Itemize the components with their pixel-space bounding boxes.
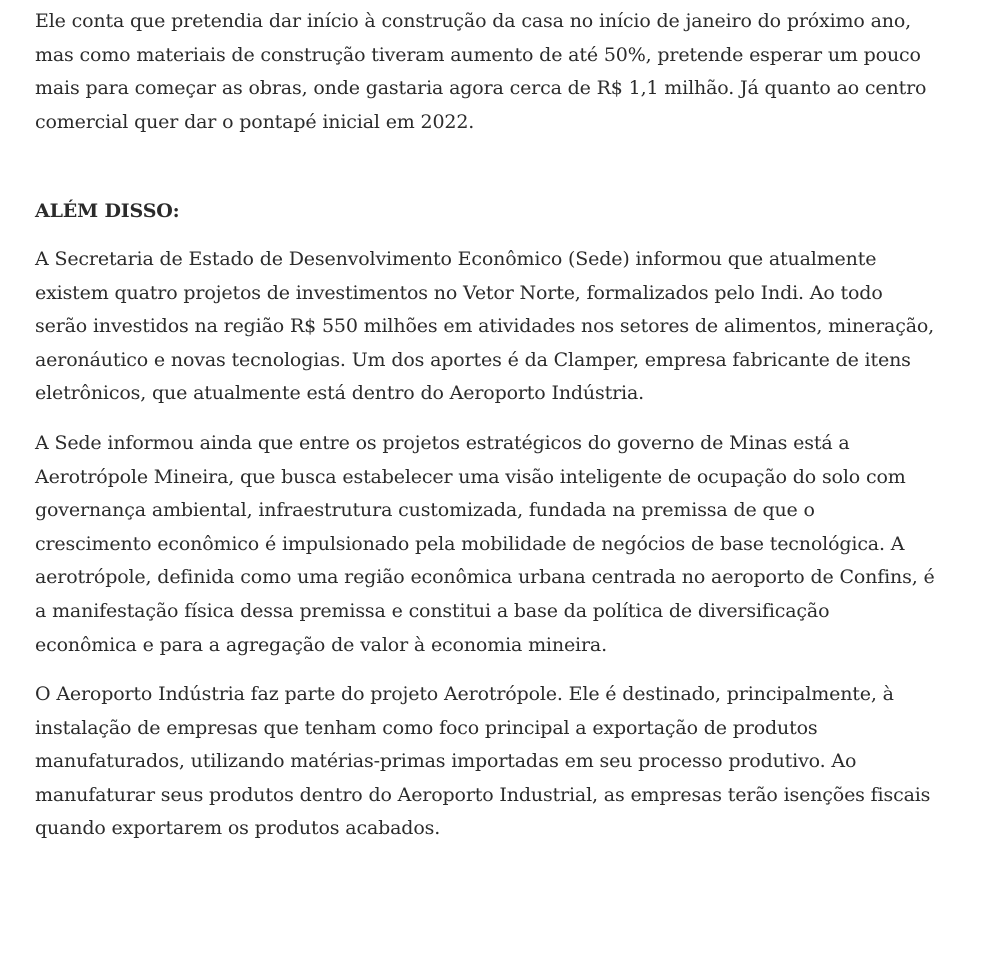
article-paragraph-2: A Secretaria de Estado de Desenvolvimento Econômico (Sede) informou que atualmente existem quatro projetos de investimentos no Vetor Norte, formalizados pelo Indi. Ao todo serão investidos na região R$ 550 milhões em atividades nos setores de alimentos, mineração, aeronáutico e novas tecnologias. Um dos aportes é da Clamper, empresa fabricante de itens eletrônicos, que atualmente está dentro do Aeroporto Indústria. [35, 247, 935, 405]
article-paragraph-4: O Aeroporto Indústria faz parte do projeto Aerotrópole. Ele é destinado, principalmente, à instalação de empresas que tenham como foco principal a exportação de produtos manufaturados, utilizando matérias-primas importadas em seu processo produtivo. Ao manufaturar seus produtos dentro do Aeroporto Industrial, as empresas terão isenções fiscais quando exportarem os produtos acabados. [35, 683, 931, 840]
article-paragraph-1: Ele conta que pretendia dar início à construção da casa no início de janeiro do próximo ano, mas como materiais de construção tiveram aumento de até 50%, pretende esperar um pouco mais para começar as obras, onde gastaria agora cerca de R$ 1,1 milhão. Já quanto ao centro comercial quer dar o pontapé inicial em 2022. [35, 10, 927, 133]
article-paragraph-3: A Sede informou ainda que entre os projetos estratégicos do governo de Minas está a Aerotrópole Mineira, que busca estabelecer uma visão inteligente de ocupação do solo com governança ambiental, infraestrutura customizada, fundada na premissa de que o crescimento econômico é impulsionado pela mobilidade de negócios de base tecnológica. A aerotrópole, definida como uma região econômica urbana centrada no aeroporto de Confins, é a manifestação física dessa premissa e constitui a base da política de diversificação econômica e para a agregação de valor à economia mineira. [35, 431, 935, 656]
article-body [35, 5, 935, 862]
section-heading: ALÉM DISSO: [35, 200, 180, 223]
